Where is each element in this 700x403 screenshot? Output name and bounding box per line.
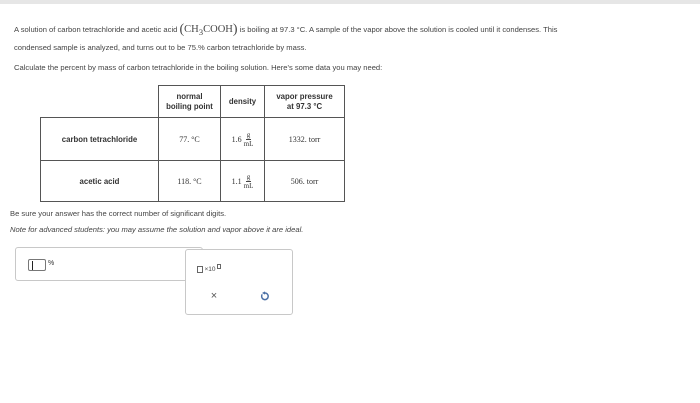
times10-label: ×10 [204, 265, 216, 273]
formula-ch: CH [184, 24, 199, 35]
table-corner [41, 86, 159, 118]
table-row [41, 161, 345, 202]
density-value: 1.6 [231, 134, 242, 144]
formula-subscript: 3 [198, 27, 204, 38]
density-unit [244, 173, 254, 190]
advanced-note-text: you may assume the solution and vapor above it are ideal. [104, 225, 304, 234]
header-vapor-line1: vapor pressure [276, 91, 333, 101]
density-unit-num: g [246, 130, 251, 139]
header-vapor-line2: at 97.3 °C [286, 101, 323, 111]
table-header-row [41, 86, 345, 118]
table-row [41, 118, 345, 161]
problem-line-2: condensed sample is analyzed, and turns out to be 75.% carbon tetrachloride by mass. [14, 43, 307, 53]
acetic-acid-formula [179, 22, 238, 38]
header-density: density [221, 86, 265, 118]
top-bar [0, 0, 700, 4]
formula-cooh: COOH [203, 24, 233, 35]
density-value: 1.1 [231, 176, 242, 186]
x10-superscript-icon [197, 266, 203, 273]
problem-line-1 [14, 22, 684, 40]
row-label: acetic acid [41, 161, 159, 202]
sig-figs-note: Be sure your answer has the correct number of significant digits. [10, 209, 227, 218]
cell-vapor-pressure: 1332. torr [265, 118, 345, 161]
cell-boiling-point: 77. °C [159, 118, 221, 161]
answer-panel [15, 247, 203, 281]
cell-density [221, 161, 265, 202]
scientific-notation-button[interactable] [196, 262, 222, 276]
data-table [40, 85, 345, 202]
row-label: carbon tetrachloride [41, 118, 159, 161]
problem-text-cont: is boiling at 97.3 °C. A sample of the vapor above the solution is cooled until it condenses. This [237, 25, 558, 34]
advanced-note [10, 225, 303, 234]
header-boiling-line1: normal [176, 91, 203, 101]
undo-icon [259, 291, 270, 302]
undo-button[interactable] [256, 288, 272, 304]
density-unit-num: g [246, 172, 251, 181]
clear-button[interactable]: × [210, 290, 218, 302]
density-unit-den: mL [243, 139, 254, 148]
header-boiling-line2: boiling point [166, 101, 213, 111]
formula-open-paren: ( [179, 22, 185, 37]
cell-vapor-pressure: 506. torr [265, 161, 345, 202]
problem-question: Calculate the percent by mass of carbon tetrachloride in the boiling solution. Here's some data you may need: [14, 63, 383, 73]
cell-density [221, 118, 265, 161]
answer-unit: % [48, 260, 55, 267]
answer-input[interactable] [28, 259, 46, 271]
header-boiling-point [159, 86, 221, 118]
exponent-box-icon [217, 264, 221, 269]
problem-text: A solution of carbon tetrachloride and acetic acid [14, 25, 180, 34]
advanced-note-label: Note for advanced students: [10, 225, 105, 234]
problem-statement [14, 22, 684, 76]
density-unit [244, 131, 254, 148]
formula-close-paren: ) [232, 22, 238, 37]
tool-panel [185, 249, 293, 315]
cell-boiling-point: 118. °C [159, 161, 221, 202]
text-cursor [32, 261, 33, 270]
header-vapor-pressure [265, 86, 345, 118]
density-unit-den: mL [243, 181, 254, 190]
